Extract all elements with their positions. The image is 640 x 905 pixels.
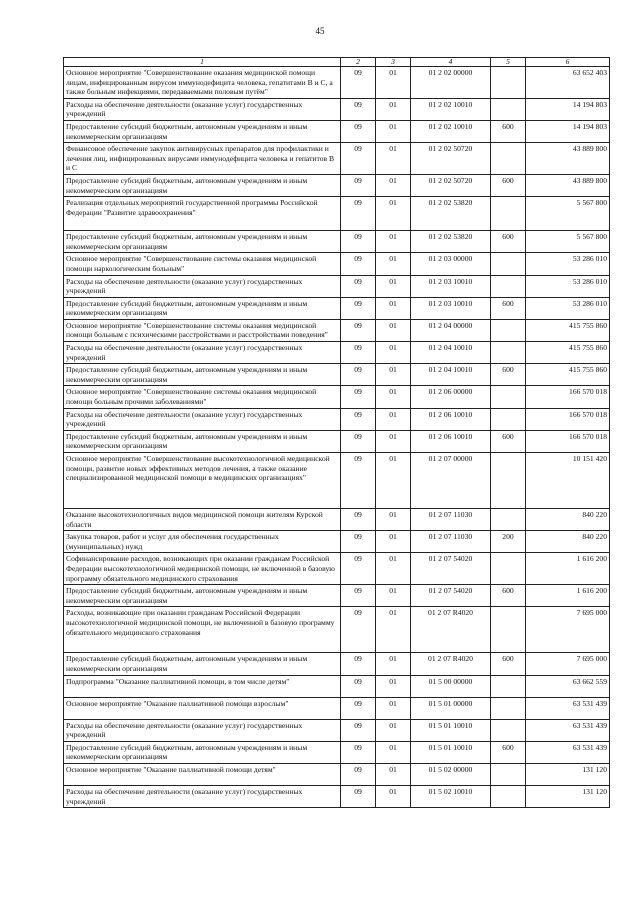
row-expense-type-cell xyxy=(491,453,526,509)
table-row xyxy=(64,531,610,553)
table-row xyxy=(64,719,610,741)
row-amount-cell: 166 570 018 xyxy=(526,430,610,452)
row-amount-cell: 53 286 010 xyxy=(526,253,610,275)
header-col-5: 5 xyxy=(491,58,526,67)
row-subsection-cell: 01 xyxy=(376,607,411,653)
table-row xyxy=(64,453,610,509)
row-expense-type-cell xyxy=(491,275,526,297)
row-section-cell: 09 xyxy=(341,253,376,275)
row-amount-cell: 53 286 010 xyxy=(526,275,610,297)
row-subsection-cell: 01 xyxy=(376,174,411,196)
row-section-cell: 09 xyxy=(341,98,376,120)
row-expense-type-cell xyxy=(491,408,526,430)
row-expense-type-cell xyxy=(491,253,526,275)
row-amount-cell: 1 616 200 xyxy=(526,585,610,607)
table-row xyxy=(64,319,610,341)
table-header-row xyxy=(64,58,610,67)
table-row xyxy=(64,120,610,142)
row-expense-type-cell: 200 xyxy=(491,531,526,553)
row-name-cell: Основное мероприятие "Совершенствование оказания медицинской помощи лицам, инфицированным вирусом иммунодефицита человека, гепатитами В и С, а также больным инфекциями, передаваемыми половым путём" xyxy=(64,67,341,99)
row-name-cell: Основное мероприятие "Оказание паллиативной помощи детям" xyxy=(64,763,341,785)
row-subsection-cell: 01 xyxy=(376,386,411,408)
row-target-article-cell: 01 2 07 R4020 xyxy=(411,607,491,653)
row-subsection-cell: 01 xyxy=(376,531,411,553)
row-subsection-cell: 01 xyxy=(376,364,411,386)
row-target-article-cell: 01 2 07 54020 xyxy=(411,553,491,585)
row-subsection-cell: 01 xyxy=(376,509,411,531)
row-expense-type-cell xyxy=(491,143,526,175)
row-section-cell: 09 xyxy=(341,453,376,509)
row-amount-cell: 840 220 xyxy=(526,531,610,553)
row-amount-cell: 63 531 439 xyxy=(526,719,610,741)
header-col-4: 4 xyxy=(411,58,491,67)
row-subsection-cell: 01 xyxy=(376,675,411,697)
table-row xyxy=(64,275,610,297)
row-amount-cell: 7 695 000 xyxy=(526,653,610,675)
row-subsection-cell: 01 xyxy=(376,297,411,319)
table-row xyxy=(64,67,610,99)
row-amount-cell: 43 889 800 xyxy=(526,174,610,196)
row-amount-cell: 14 194 803 xyxy=(526,98,610,120)
row-amount-cell: 1 616 200 xyxy=(526,553,610,585)
row-subsection-cell: 01 xyxy=(376,741,411,763)
row-section-cell: 09 xyxy=(341,509,376,531)
row-section-cell: 09 xyxy=(341,653,376,675)
row-expense-type-cell xyxy=(491,386,526,408)
row-name-cell: Расходы на обеспечение деятельности (оказание услуг) государственных учреждений xyxy=(64,719,341,741)
row-expense-type-cell: 600 xyxy=(491,430,526,452)
table-row xyxy=(64,143,610,175)
row-expense-type-cell xyxy=(491,785,526,807)
row-amount-cell: 415 755 860 xyxy=(526,364,610,386)
row-subsection-cell: 01 xyxy=(376,197,411,231)
table-row xyxy=(64,653,610,675)
row-amount-cell: 7 695 000 xyxy=(526,607,610,653)
row-expense-type-cell: 600 xyxy=(491,653,526,675)
row-section-cell: 09 xyxy=(341,697,376,719)
row-amount-cell: 166 570 018 xyxy=(526,386,610,408)
row-section-cell: 09 xyxy=(341,143,376,175)
row-section-cell: 09 xyxy=(341,607,376,653)
row-subsection-cell: 01 xyxy=(376,120,411,142)
row-section-cell: 09 xyxy=(341,197,376,231)
row-section-cell: 09 xyxy=(341,386,376,408)
budget-table xyxy=(63,57,610,808)
row-section-cell: 09 xyxy=(341,364,376,386)
row-amount-cell: 10 151 420 xyxy=(526,453,610,509)
row-subsection-cell: 01 xyxy=(376,653,411,675)
row-section-cell: 09 xyxy=(341,67,376,99)
row-name-cell: Предоставление субсидий бюджетным, автономным учреждениям и иным некоммерческим организациям xyxy=(64,585,341,607)
row-section-cell: 09 xyxy=(341,231,376,253)
row-target-article-cell: 01 2 06 10010 xyxy=(411,430,491,452)
row-section-cell: 09 xyxy=(341,275,376,297)
row-name-cell: Подпрограмма "Оказание паллиативной помощи, в том числе детям" xyxy=(64,675,341,697)
table-row xyxy=(64,741,610,763)
row-subsection-cell: 01 xyxy=(376,143,411,175)
table-row xyxy=(64,785,610,807)
row-expense-type-cell xyxy=(491,342,526,364)
row-name-cell: Реализация отдельных мероприятий государственной программы Российской Федерации "Развитие здравоохранения" xyxy=(64,197,341,231)
row-subsection-cell: 01 xyxy=(376,319,411,341)
row-target-article-cell: 01 2 02 53820 xyxy=(411,231,491,253)
row-section-cell: 09 xyxy=(341,120,376,142)
row-name-cell: Расходы на обеспечение деятельности (оказание услуг) государственных учреждений xyxy=(64,342,341,364)
row-target-article-cell: 01 2 02 00000 xyxy=(411,67,491,99)
row-expense-type-cell xyxy=(491,719,526,741)
table-row xyxy=(64,386,610,408)
row-subsection-cell: 01 xyxy=(376,763,411,785)
header-col-3: 3 xyxy=(376,58,411,67)
row-expense-type-cell xyxy=(491,509,526,531)
row-expense-type-cell xyxy=(491,763,526,785)
row-section-cell: 09 xyxy=(341,430,376,452)
row-subsection-cell: 01 xyxy=(376,275,411,297)
row-target-article-cell: 01 2 06 00000 xyxy=(411,386,491,408)
table-row xyxy=(64,697,610,719)
row-name-cell: Расходы, возникающие при оказании гражданам Российской Федерации высокотехнологичной медицинской помощи, не включенной в базовую программу обязательного медицинского страхования xyxy=(64,607,341,653)
row-section-cell: 09 xyxy=(341,785,376,807)
table-row xyxy=(64,297,610,319)
row-target-article-cell: 01 5 01 10010 xyxy=(411,741,491,763)
row-target-article-cell: 01 2 02 10010 xyxy=(411,120,491,142)
row-expense-type-cell xyxy=(491,607,526,653)
row-subsection-cell: 01 xyxy=(376,253,411,275)
row-subsection-cell: 01 xyxy=(376,785,411,807)
row-amount-cell: 5 567 800 xyxy=(526,231,610,253)
row-name-cell: Расходы на обеспечение деятельности (оказание услуг) государственных учреждений xyxy=(64,408,341,430)
row-section-cell: 09 xyxy=(341,174,376,196)
row-target-article-cell: 01 5 02 00000 xyxy=(411,763,491,785)
row-target-article-cell: 01 2 03 10010 xyxy=(411,275,491,297)
row-name-cell: Расходы на обеспечение деятельности (оказание услуг) государственных учреждений xyxy=(64,98,341,120)
row-amount-cell: 43 889 800 xyxy=(526,143,610,175)
row-subsection-cell: 01 xyxy=(376,342,411,364)
row-target-article-cell: 01 2 02 10010 xyxy=(411,98,491,120)
row-target-article-cell: 01 2 03 00000 xyxy=(411,253,491,275)
row-section-cell: 09 xyxy=(341,585,376,607)
row-name-cell: Предоставление субсидий бюджетным, автономным учреждениям и иным некоммерческим организациям xyxy=(64,297,341,319)
row-name-cell: Основное мероприятие "Совершенствование системы оказания медицинской помощи больным с психическими расстройствами и расстройствами поведения" xyxy=(64,319,341,341)
table-row xyxy=(64,231,610,253)
table-row xyxy=(64,763,610,785)
row-name-cell: Основное мероприятие "Совершенствование системы оказания медицинской помощи наркологическим больным" xyxy=(64,253,341,275)
row-amount-cell: 131 120 xyxy=(526,785,610,807)
row-subsection-cell: 01 xyxy=(376,231,411,253)
row-expense-type-cell xyxy=(491,98,526,120)
row-name-cell: Расходы на обеспечение деятельности (оказание услуг) государственных учреждений xyxy=(64,275,341,297)
row-target-article-cell: 01 2 02 53820 xyxy=(411,197,491,231)
row-expense-type-cell xyxy=(491,697,526,719)
row-expense-type-cell xyxy=(491,553,526,585)
row-target-article-cell: 01 2 07 00000 xyxy=(411,453,491,509)
row-amount-cell: 840 220 xyxy=(526,509,610,531)
row-name-cell: Основное мероприятие "Совершенствование системы оказания медицинской помощи больным прочими заболеваниями" xyxy=(64,386,341,408)
row-name-cell: Предоставление субсидий бюджетным, автономным учреждениям и иным некоммерческим организациям xyxy=(64,364,341,386)
table-row xyxy=(64,197,610,231)
row-section-cell: 09 xyxy=(341,763,376,785)
page-number: 45 xyxy=(315,26,325,36)
row-amount-cell: 166 570 018 xyxy=(526,408,610,430)
table-row xyxy=(64,253,610,275)
row-amount-cell: 415 755 860 xyxy=(526,319,610,341)
row-name-cell: Закупка товаров, работ и услуг для обеспечения государственных (муниципальных) нужд xyxy=(64,531,341,553)
row-subsection-cell: 01 xyxy=(376,430,411,452)
row-expense-type-cell xyxy=(491,197,526,231)
row-name-cell: Предоставление субсидий бюджетным, автономным учреждениям и иным некоммерческим организациям xyxy=(64,653,341,675)
row-expense-type-cell xyxy=(491,319,526,341)
row-name-cell: Предоставление субсидий бюджетным, автономным учреждениям и иным некоммерческим организациям xyxy=(64,741,341,763)
row-section-cell: 09 xyxy=(341,319,376,341)
row-name-cell: Расходы на обеспечение деятельности (оказание услуг) государственных учреждений xyxy=(64,785,341,807)
row-target-article-cell: 01 2 07 54020 xyxy=(411,585,491,607)
row-subsection-cell: 01 xyxy=(376,719,411,741)
table-row xyxy=(64,430,610,452)
row-name-cell: Основное мероприятие "Оказание паллиативной помощи взрослым" xyxy=(64,697,341,719)
table-row xyxy=(64,509,610,531)
row-section-cell: 09 xyxy=(341,342,376,364)
row-name-cell: Финансовое обеспечение закупок антивирусных препаратов для профилактики и лечения лиц, инфицированных вирусами иммунодефицита человека и гепатитов В и С xyxy=(64,143,341,175)
header-col-1: 1 xyxy=(64,58,341,67)
row-section-cell: 09 xyxy=(341,297,376,319)
row-expense-type-cell xyxy=(491,675,526,697)
table-row xyxy=(64,675,610,697)
row-expense-type-cell: 600 xyxy=(491,364,526,386)
row-subsection-cell: 01 xyxy=(376,408,411,430)
row-target-article-cell: 01 5 01 00000 xyxy=(411,697,491,719)
row-target-article-cell: 01 2 07 R4020 xyxy=(411,653,491,675)
row-expense-type-cell: 600 xyxy=(491,120,526,142)
row-expense-type-cell: 600 xyxy=(491,174,526,196)
row-name-cell: Основное мероприятие "Совершенствование высокотехнологичной медицинской помощи, развитие новых эффективных методов лечения, а также оказание специализированной медицинской помощи в медицинских организациях" xyxy=(64,453,341,509)
header-col-2: 2 xyxy=(341,58,376,67)
row-target-article-cell: 01 2 07 11030 xyxy=(411,509,491,531)
row-target-article-cell: 01 2 06 10010 xyxy=(411,408,491,430)
row-amount-cell: 53 286 010 xyxy=(526,297,610,319)
table-row xyxy=(64,553,610,585)
row-name-cell: Оказание высокотехнологичных видов медицинской помощи жителям Курской области xyxy=(64,509,341,531)
table-row xyxy=(64,342,610,364)
row-amount-cell: 63 531 439 xyxy=(526,741,610,763)
table-row xyxy=(64,98,610,120)
row-target-article-cell: 01 5 00 00000 xyxy=(411,675,491,697)
row-amount-cell: 131 120 xyxy=(526,763,610,785)
table-row xyxy=(64,408,610,430)
row-target-article-cell: 01 2 04 10010 xyxy=(411,364,491,386)
row-target-article-cell: 01 2 03 10010 xyxy=(411,297,491,319)
row-name-cell: Софинансирование расходов, возникающих при оказании гражданам Российской Федерации высокотехнологичной медицинской помощи, не включенной в базовую программу обязательного медицинского страхования xyxy=(64,553,341,585)
row-name-cell: Предоставление субсидий бюджетным, автономным учреждениям и иным некоммерческим организациям xyxy=(64,231,341,253)
header-col-6: 6 xyxy=(526,58,610,67)
row-name-cell: Предоставление субсидий бюджетным, автономным учреждениям и иным некоммерческим организациям xyxy=(64,430,341,452)
row-amount-cell: 63 652 403 xyxy=(526,67,610,99)
row-name-cell: Предоставление субсидий бюджетным, автономным учреждениям и иным некоммерческим организациям xyxy=(64,120,341,142)
row-target-article-cell: 01 2 02 50720 xyxy=(411,174,491,196)
row-name-cell: Предоставление субсидий бюджетным, автономным учреждениям и иным некоммерческим организациям xyxy=(64,174,341,196)
row-amount-cell: 14 194 803 xyxy=(526,120,610,142)
row-expense-type-cell: 600 xyxy=(491,231,526,253)
row-section-cell: 09 xyxy=(341,741,376,763)
row-amount-cell: 63 662 559 xyxy=(526,675,610,697)
row-section-cell: 09 xyxy=(341,553,376,585)
row-target-article-cell: 01 2 04 10010 xyxy=(411,342,491,364)
row-expense-type-cell: 600 xyxy=(491,585,526,607)
row-subsection-cell: 01 xyxy=(376,453,411,509)
row-target-article-cell: 01 5 02 10010 xyxy=(411,785,491,807)
row-subsection-cell: 01 xyxy=(376,585,411,607)
row-section-cell: 09 xyxy=(341,719,376,741)
row-target-article-cell: 01 2 07 11030 xyxy=(411,531,491,553)
table-row xyxy=(64,174,610,196)
row-target-article-cell: 01 2 04 00000 xyxy=(411,319,491,341)
row-amount-cell: 63 531 439 xyxy=(526,697,610,719)
row-amount-cell: 5 567 800 xyxy=(526,197,610,231)
table-row xyxy=(64,585,610,607)
row-subsection-cell: 01 xyxy=(376,98,411,120)
row-subsection-cell: 01 xyxy=(376,67,411,99)
row-subsection-cell: 01 xyxy=(376,553,411,585)
row-expense-type-cell xyxy=(491,67,526,99)
row-expense-type-cell: 600 xyxy=(491,741,526,763)
table-row xyxy=(64,607,610,653)
table-row xyxy=(64,364,610,386)
row-section-cell: 09 xyxy=(341,675,376,697)
row-target-article-cell: 01 5 01 10010 xyxy=(411,719,491,741)
row-amount-cell: 415 755 860 xyxy=(526,342,610,364)
row-subsection-cell: 01 xyxy=(376,697,411,719)
row-section-cell: 09 xyxy=(341,531,376,553)
row-section-cell: 09 xyxy=(341,408,376,430)
row-target-article-cell: 01 2 02 50720 xyxy=(411,143,491,175)
row-expense-type-cell: 600 xyxy=(491,297,526,319)
